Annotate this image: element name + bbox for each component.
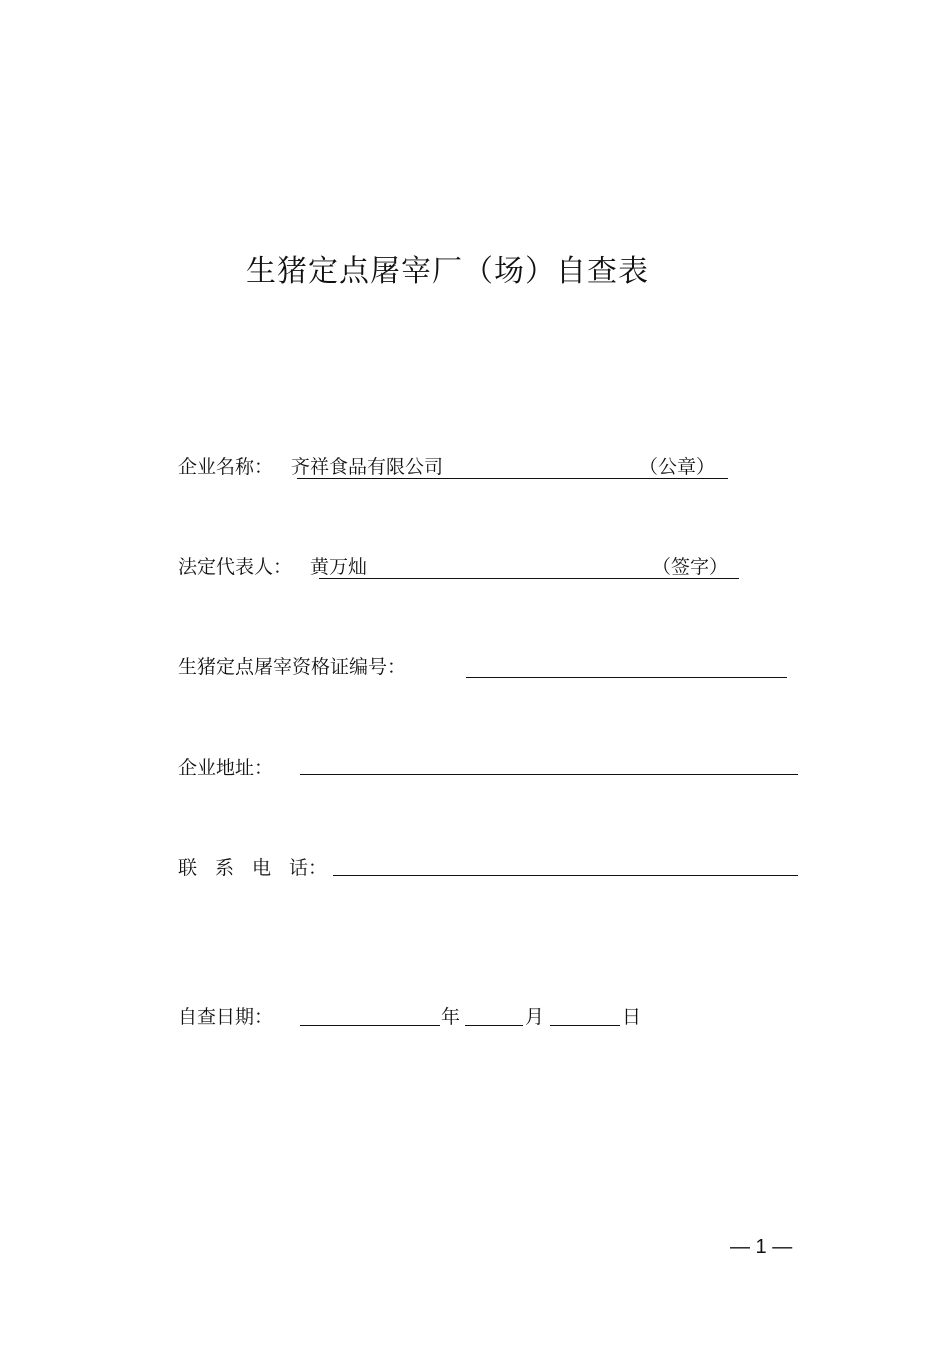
phone-label-char-1: 联 bbox=[178, 857, 198, 879]
legal-rep-label: 法定代表人： bbox=[178, 556, 293, 578]
legal-rep-value: 黄万灿 bbox=[310, 556, 368, 578]
company-name-value: 齐祥食品有限公司 bbox=[291, 456, 444, 478]
company-name-label: 企业名称： bbox=[178, 456, 274, 478]
date-year-label: 年 bbox=[441, 1006, 461, 1028]
company-seal-note: （公章） bbox=[639, 456, 716, 478]
date-year-underline bbox=[300, 1025, 440, 1026]
legal-rep-sign-note: （签字） bbox=[652, 556, 729, 578]
company-name-underline bbox=[297, 478, 728, 479]
date-row bbox=[178, 1003, 273, 1031]
license-number-underline bbox=[466, 677, 787, 678]
date-day-underline bbox=[550, 1025, 620, 1026]
phone-label-char-2: 系 bbox=[215, 857, 235, 879]
date-day-label: 日 bbox=[622, 1006, 642, 1028]
license-number-row bbox=[178, 653, 406, 681]
legal-rep-underline bbox=[319, 578, 739, 579]
date-month-label: 月 bbox=[525, 1006, 545, 1028]
legal-rep-row bbox=[178, 553, 292, 581]
address-row bbox=[178, 754, 273, 782]
phone-label-char-3: 电 bbox=[252, 857, 272, 879]
date-month-underline bbox=[465, 1025, 523, 1026]
address-underline bbox=[300, 774, 798, 775]
phone-label-char-4: 话： bbox=[289, 857, 328, 879]
page-number: — 1 — bbox=[730, 1236, 793, 1258]
license-number-label: 生猪定点屠宰资格证编号： bbox=[178, 656, 407, 678]
document-title: 生猪定点屠宰厂（场）自查表 bbox=[246, 254, 649, 289]
phone-underline bbox=[333, 875, 798, 876]
phone-row bbox=[178, 854, 327, 882]
address-label: 企业地址： bbox=[178, 757, 274, 779]
company-name-row bbox=[178, 453, 273, 481]
date-label: 自查日期： bbox=[178, 1006, 274, 1028]
